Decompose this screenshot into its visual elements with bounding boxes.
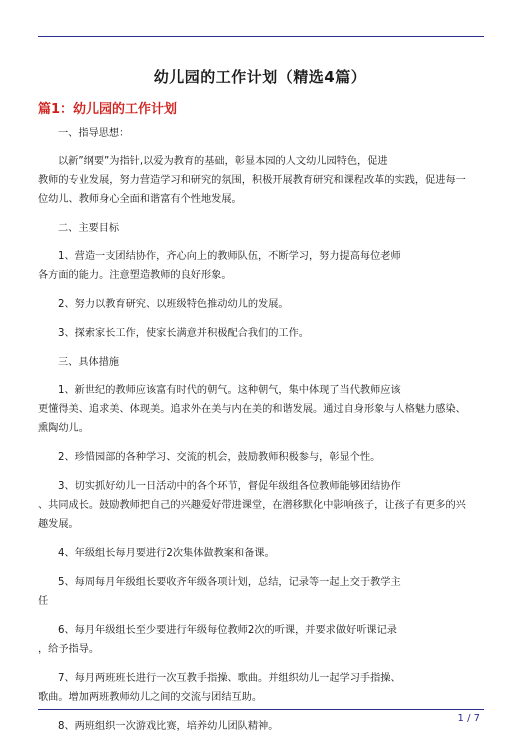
text-line: 3、切实抓好幼儿一日活动中的各个环节，督促年级组各位教师能够团结协作 <box>58 481 401 492</box>
text-line: 2、珍惜园部的各种学习、交流的机会，鼓励教师积极参与，彰显个性。 <box>58 452 381 463</box>
text-line: 教师的专业发展，努力营造学习和研究的氛围，积极开展教育研究和课程改革的实践，促进每一 <box>38 175 466 186</box>
text-line: 6、每月年级组长至少要进行年级每位教师2次的听课，并要求做好听课记录 <box>58 625 397 636</box>
text-line: 位幼儿、教师身心全面和谐富有个性地发展。 <box>38 194 242 205</box>
section-heading: 篇1：幼儿园的工作计划 <box>38 102 178 117</box>
paragraph <box>38 477 483 534</box>
paragraph <box>38 295 483 314</box>
text-line: 一、指导思想： <box>58 128 130 139</box>
paragraph <box>38 573 483 611</box>
text-line: 4、年级组长每月要进行2次集体做教案和备课。 <box>58 548 275 559</box>
text-line: 以新”纲要”为指针,以爱为教育的基础，彰显本园的人文幼儿园特色，促进 <box>58 156 388 167</box>
header-rule <box>38 36 484 37</box>
paragraph <box>38 717 483 736</box>
text-line: 任 <box>38 596 49 607</box>
text-line: 熏陶幼儿。 <box>38 423 89 434</box>
page-indicator: 1 / 7 <box>457 713 480 724</box>
text-line: 1、新世纪的教师应该富有时代的朝气。这种朝气，集中体现了当代教师应该 <box>58 385 401 396</box>
text-line: ，给予指导。 <box>38 644 100 655</box>
text-line: 二、主要目标 <box>58 223 120 234</box>
footer-rule <box>38 709 484 710</box>
text-line: 歌曲。增加两班教师幼儿之间的交流与团结互助。 <box>38 692 263 703</box>
text-line: 、共同成长。鼓励教师把自己的兴趣爱好带进课堂，在潜移默化中影响孩子，让孩子有更多的兴 <box>38 500 466 511</box>
paragraph <box>38 381 483 438</box>
subheading <box>38 353 483 372</box>
paragraph <box>38 152 483 209</box>
text-line: 1、营造一支团结协作，齐心向上的教师队伍，不断学习，努力提高每位老师 <box>58 251 401 262</box>
text-line: 3、探索家长工作，使家长满意并积极配合我们的工作。 <box>58 328 309 339</box>
text-line: 各方面的能力。注意塑造教师的良好形象。 <box>38 270 232 281</box>
paragraph <box>38 669 483 707</box>
text-line: 5、每周每月年级组长要收齐年级各项计划，总结，记录等一起上交于教学主 <box>58 577 401 588</box>
subheading <box>38 124 483 143</box>
subheading <box>38 219 483 238</box>
paragraph <box>38 621 483 659</box>
text-line: 2、努力以教育研究、以班级特色推动幼儿的发展。 <box>58 299 289 310</box>
document-body <box>38 124 483 746</box>
text-line: 7、每月两班班长进行一次互教手指操、歌曲。并组织幼儿一起学习手指操、 <box>58 673 401 684</box>
text-line: 8、两班组织一次游戏比赛，培养幼儿团队精神。 <box>58 721 279 732</box>
text-line: 更懂得美、追求美、体现美。追求外在美与内在美的和谐发展。通过自身形象与人格魅力感染、 <box>38 404 466 415</box>
paragraph <box>38 448 483 467</box>
document-title: 幼儿园的工作计划（精选4篇） <box>153 68 367 86</box>
text-line: 趣发展。 <box>38 519 79 530</box>
paragraph <box>38 324 483 343</box>
text-line: 三、具体措施 <box>58 357 120 368</box>
paragraph <box>38 544 483 563</box>
paragraph <box>38 247 483 285</box>
